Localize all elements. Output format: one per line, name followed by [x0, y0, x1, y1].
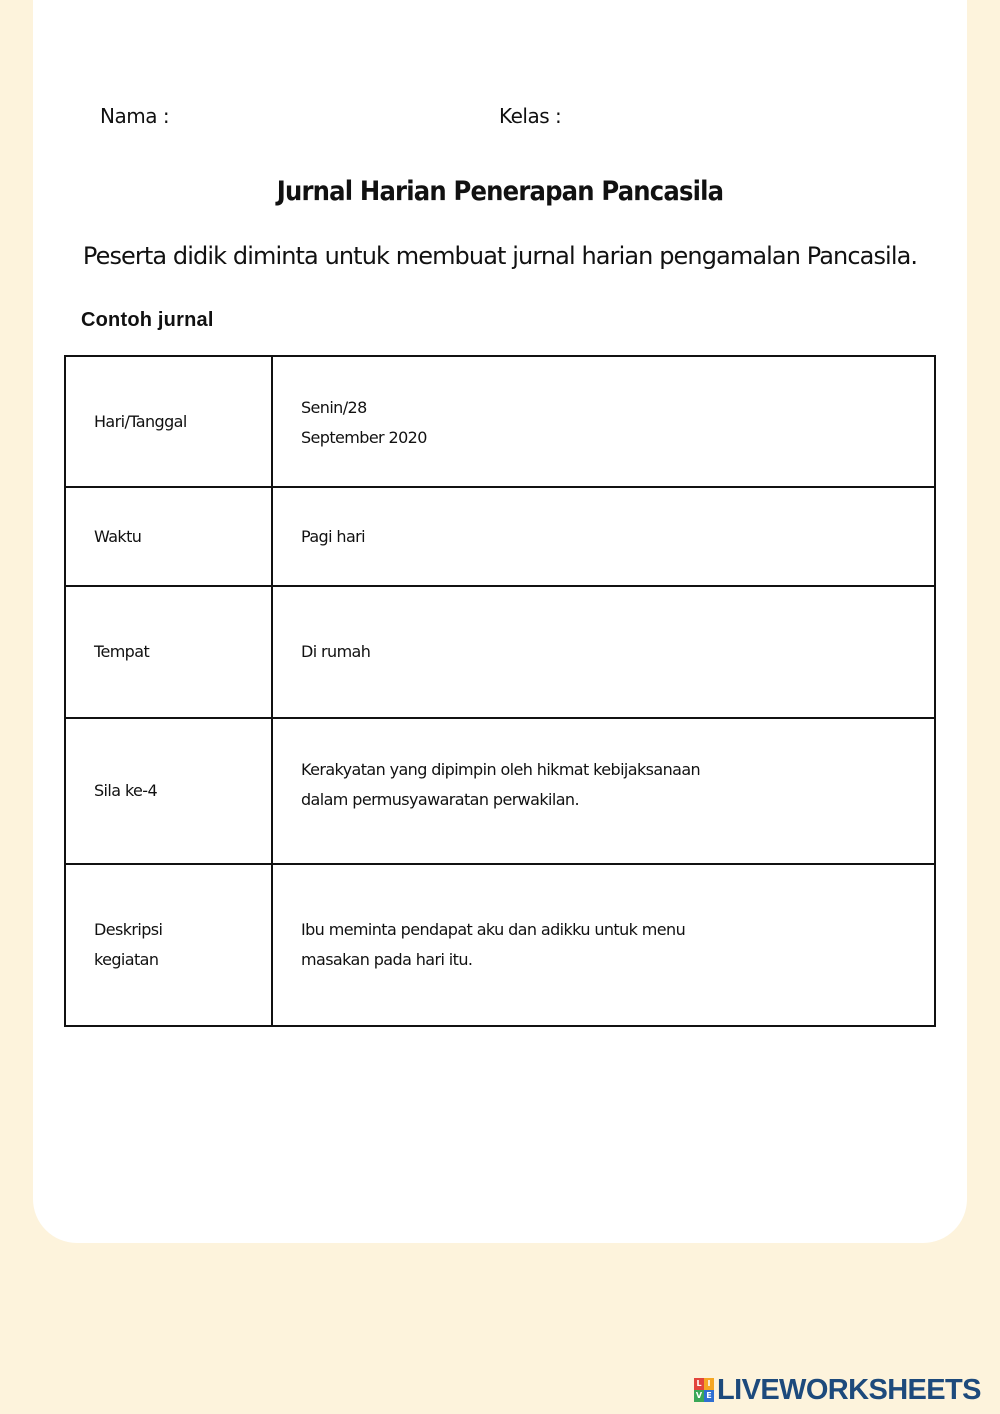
liveworksheets-wordmark: LIVEWORKSHEETS [717, 1373, 981, 1406]
row-key-cell [65, 586, 272, 718]
row-value-cell [272, 718, 935, 864]
logo-letter: L [694, 1378, 704, 1390]
liveworksheets-logo [694, 1373, 981, 1407]
row-key-text: Waktu [94, 526, 142, 546]
page-title: Jurnal Harian Penerapan Pancasila [276, 176, 724, 207]
row-key-text: Tempat [94, 642, 150, 661]
row-key-cell [65, 487, 272, 586]
row-key-cell [65, 864, 272, 1026]
table-row [65, 864, 935, 1026]
row-value-text: Ibu meminta pendapat aku dan adikku untuk menu [301, 920, 686, 939]
row-key-text: Deskripsi [94, 920, 163, 939]
liveworksheets-logo-icon [694, 1378, 714, 1402]
instruction-text: Peserta didik diminta untuk membuat jurnal harian pengamalan Pancasila. [82, 242, 918, 270]
row-value-text: Di rumah [301, 642, 371, 661]
table-row [65, 356, 935, 487]
row-key-cell [65, 718, 272, 864]
row-value-cell [272, 487, 935, 586]
row-value-cell [272, 864, 935, 1026]
name-label: Nama : [100, 104, 170, 128]
row-value-text: Senin/28 [301, 398, 367, 417]
example-heading: Contoh jurnal [81, 309, 214, 331]
journal-table [64, 355, 936, 1027]
row-value-text: dalam permusyawaratan perwakilan. [301, 790, 579, 809]
row-value-cell [272, 356, 935, 487]
table-row [65, 586, 935, 718]
row-value-text: Pagi hari [301, 526, 365, 546]
logo-letter: E [704, 1390, 714, 1402]
row-key-cell [65, 356, 272, 487]
table-row [65, 487, 935, 586]
row-value-text: masakan pada hari itu. [301, 950, 473, 969]
table-row [65, 718, 935, 864]
logo-letter: I [704, 1378, 714, 1390]
row-key-text: kegiatan [94, 950, 159, 969]
logo-letter: V [695, 1391, 703, 1400]
row-value-text: Kerakyatan yang dipimpin oleh hikmat kebijaksanaan [301, 760, 701, 779]
row-value-cell [272, 586, 935, 718]
class-label: Kelas : [499, 104, 562, 128]
row-key-text: Sila ke-4 [94, 781, 158, 800]
row-value-text: September 2020 [301, 428, 427, 447]
row-key-text: Hari/Tanggal [94, 411, 187, 431]
